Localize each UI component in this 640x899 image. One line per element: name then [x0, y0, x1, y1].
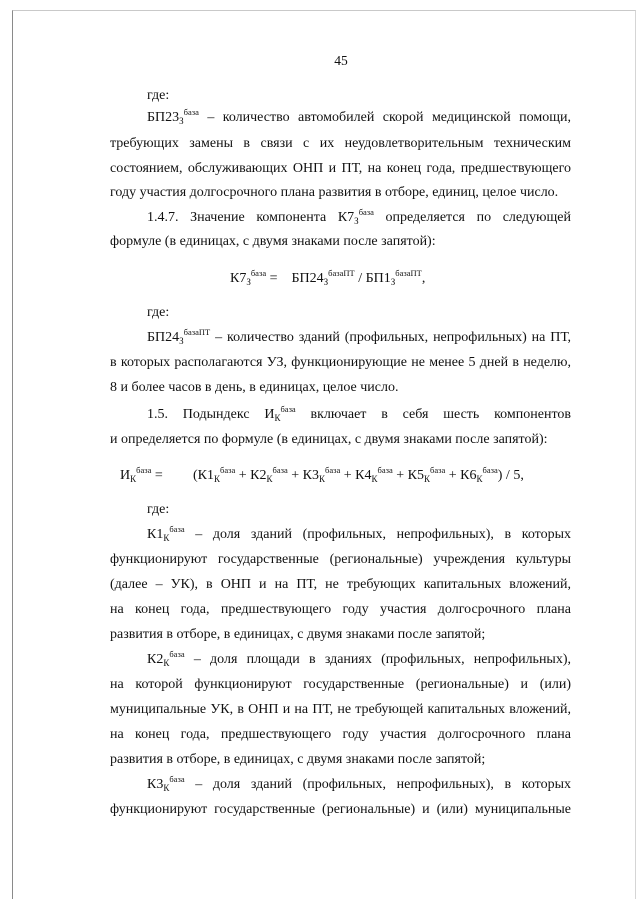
- text-line: развития в отборе, в единицах, с двумя знаками после запятой;: [110, 627, 486, 642]
- formula-lhs: К7: [230, 271, 247, 286]
- term: К2: [147, 652, 164, 667]
- formula-term: БП24: [291, 271, 324, 286]
- superscript: база: [136, 465, 152, 475]
- text: 1.5. Подындекс И: [147, 407, 275, 422]
- superscript: база: [280, 404, 296, 414]
- text-line: где:: [147, 502, 170, 517]
- subscript: К: [214, 474, 221, 484]
- page-number: 45: [334, 53, 348, 68]
- text-line: [147, 404, 572, 423]
- text: – доля площади в зданиях (профильных, непрофильных),: [184, 652, 571, 667]
- superscript: базаПТ: [183, 327, 211, 337]
- superscript: база: [272, 465, 288, 475]
- term: К3: [147, 777, 164, 792]
- superscript: база: [169, 774, 185, 784]
- superscript: база: [169, 524, 185, 534]
- subscript: З: [323, 277, 329, 287]
- formula-lhs: И: [120, 468, 131, 483]
- superscript: база: [325, 465, 341, 475]
- text: ) / 5,: [497, 468, 524, 483]
- text-line: [147, 207, 571, 226]
- text: ,: [421, 271, 426, 286]
- text-line: на которой функционируют государственные (региональные) и (или): [110, 677, 571, 692]
- text: включает в себя шесть компонентов: [295, 407, 572, 422]
- text-line: состоянием, обслуживающих ОНП и ПТ, на конец года, предшествующего: [110, 161, 571, 176]
- term: К1: [147, 527, 164, 542]
- formula-term: К2: [250, 468, 267, 483]
- text-line: [147, 774, 571, 793]
- text: – количество автомобилей скорой медицинской помощи,: [198, 110, 571, 125]
- subscript: З: [390, 277, 396, 287]
- superscript: база: [220, 465, 236, 475]
- text-line: муниципальные УК, в ОНП и на ПТ, не требующей капитальных вложений,: [110, 702, 571, 717]
- text-line: 8 и более часов в день, в единицах, целое число.: [110, 380, 399, 395]
- subscript: З: [246, 277, 251, 287]
- subscript: К: [319, 474, 326, 484]
- superscript: база: [377, 465, 393, 475]
- term: БП23: [147, 110, 180, 125]
- subscript: З: [179, 116, 184, 126]
- text-line: где:: [147, 305, 170, 320]
- subscript: К: [266, 474, 273, 484]
- superscript: базаПТ: [395, 268, 422, 278]
- formula: [120, 465, 163, 484]
- text-line: на конец года, предшествующего году участия долгосрочного плана: [110, 602, 571, 617]
- text-line: году участия долгосрочного плана развития в отборе, единиц, целое число.: [110, 185, 559, 200]
- subscript: К: [424, 474, 431, 484]
- subscript: К: [130, 474, 137, 484]
- subscript: К: [274, 413, 281, 423]
- formula-term: К3: [302, 468, 320, 483]
- text: – доля зданий (профильных, непрофильных), в которых: [184, 527, 571, 542]
- formula-term: К4: [355, 468, 372, 483]
- formula-sum: $(К1_К^{база} + К2_К^{база} + К3_К^{база} + К4_К^{база} + К5_К^{база} + К6_К^{база}) / 5$,: [193, 465, 524, 484]
- text-line: (далее – УК), в ОНП и на ПТ, не требующих капитальных вложений,: [110, 577, 571, 592]
- superscript: база: [169, 649, 185, 659]
- subscript: К: [371, 474, 378, 484]
- formula-term: / БП1: [354, 271, 391, 286]
- term: БП24: [147, 330, 180, 345]
- text-line: в которых располагаются УЗ, функционирующие не менее 5 дней в неделю,: [110, 355, 571, 370]
- formula-term: К5: [407, 468, 425, 483]
- text: – количество зданий (профильных, непрофильных) на ПТ,: [210, 330, 571, 345]
- superscript: база: [250, 268, 267, 278]
- text-line: развития в отборе, в единицах, с двумя знаками после запятой;: [110, 752, 486, 767]
- formula-term: К1: [197, 468, 215, 483]
- text: 1.4.7. Значение компонента К7: [147, 210, 355, 225]
- superscript: база: [183, 107, 199, 117]
- formula: [230, 268, 426, 287]
- text-line: [147, 107, 571, 126]
- superscript: база: [430, 465, 446, 475]
- equals: =: [151, 468, 163, 483]
- text: определяется по следующей: [373, 210, 571, 225]
- subscript: К: [163, 533, 170, 543]
- text-line: функционируют государственные (региональные) учреждения культуры: [110, 552, 571, 567]
- subscript: К: [163, 658, 170, 668]
- subscript: К: [476, 474, 483, 484]
- superscript: база: [482, 465, 498, 475]
- subscript: З: [179, 336, 184, 346]
- text-line: [147, 327, 571, 346]
- superscript: базаПТ: [328, 268, 355, 278]
- formula-term: К6: [460, 468, 477, 483]
- text-line: требующих замены в связи с их неудовлетворительным техническим: [110, 136, 571, 151]
- text-line: функционируют государственные (региональные) и (или) муниципальные: [110, 802, 571, 817]
- text: – доля зданий (профильных, непрофильных), в которых: [184, 777, 571, 792]
- text-line: где:: [147, 88, 170, 103]
- subscript: З: [354, 216, 359, 226]
- subscript: К: [163, 783, 170, 793]
- text-line: [147, 524, 571, 543]
- equals: =: [266, 271, 281, 286]
- text-line: [147, 649, 571, 668]
- text-line: формуле (в единицах, с двумя знаками после запятой):: [110, 234, 436, 249]
- superscript: база: [358, 207, 374, 217]
- text-line: на конец года, предшествующего году участия долгосрочного плана: [110, 727, 571, 742]
- text-line: и определяется по формуле (в единицах, с двумя знаками после запятой):: [110, 432, 548, 447]
